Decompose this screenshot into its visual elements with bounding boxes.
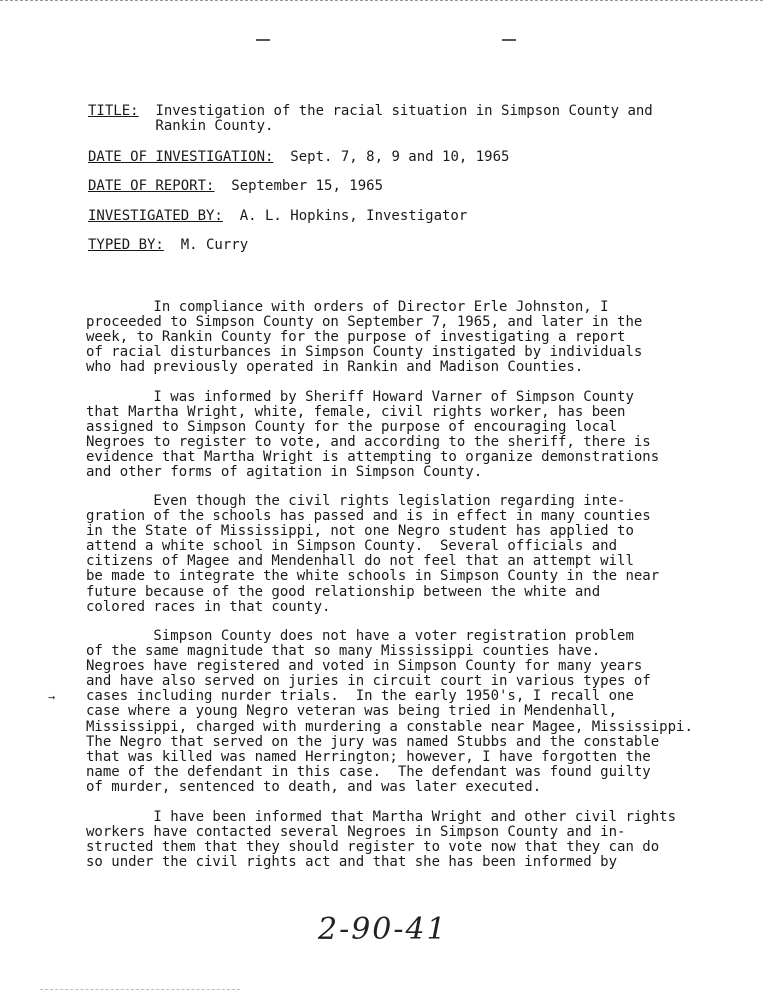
paragraph-5: I have been informed that Martha Wright and other civil rights workers have contacted several Negroes in Simpson County and in- structed them that they should register to vote now that they can do so under the civil rights act and that she has been informed by — [86, 809, 677, 871]
handwritten-file-number: 2-90-41 — [318, 912, 448, 947]
title-line — [88, 104, 728, 134]
investigated-by-value: A. L. Hopkins, Investigator — [239, 208, 468, 224]
paragraph-2: I was informed by Sheriff Howard Varner of Simpson County that Martha Wright, white, female, civil rights worker, has been assigned to Simpson County for the purpose of encouraging local Negroes to register to vote, and according to the sheriff, there is evidence that Martha Wright is attempting to organize demonstrations and other forms of agitation in Simpson County. — [86, 389, 660, 481]
date-of-investigation-line — [88, 150, 728, 165]
date-of-report-line — [88, 179, 728, 194]
paragraph-4: Simpson County does not have a voter registration problem of the same magnitude that so many Mississippi counties have. Negroes have registered and voted in Simpson County for many years and have also served on juries in circuit court in various types of cases including nurder trials. In the early 1950's, I recall one case where a young Negro veteran was being tried in Mendenhall, Mississippi, charged with murdering a constable near Magee, Mississippi. The Negro that served on the jury was named Stubbs and the constable that was killed was named Herrington; however, I have forgotten the name of the defendant in this case. The defendant was found guilty of murder, sentenced to death, and was later executed. — [86, 628, 693, 795]
date-of-report-value: September 15, 1965 — [231, 178, 384, 194]
title-label: TITLE: — [88, 103, 139, 119]
date-of-report-label: DATE OF REPORT: — [88, 178, 215, 194]
investigated-by-line — [88, 209, 728, 224]
typed-by-label: TYPED BY: — [88, 237, 164, 253]
title-value: Investigation of the racial situation in Simpson County and Rankin County. — [155, 103, 653, 134]
header-dash-right — [502, 39, 516, 41]
paragraph-3: Even though the civil rights legislation regarding inte- gration of the schools has passed and is in effect in many counties in the State of Mississippi, not one Negro student has applied to attend a white school in Simpson County. Several officials and citizens of Magee and Mendenhall do not feel that an attempt will be made to integrate the white schools in Simpson County in the near future because of the good relationship between the white and colored races in that county. — [86, 493, 660, 615]
typed-by-value: M. Curry — [180, 237, 249, 253]
top-edge-mark — [0, 0, 763, 4]
typed-by-line — [88, 238, 728, 253]
investigated-by-label: INVESTIGATED BY: — [88, 208, 223, 224]
date-of-investigation-label: DATE OF INVESTIGATION: — [88, 149, 274, 165]
margin-arrow-mark: → — [48, 690, 56, 704]
paragraph-1: In compliance with orders of Director Erle Johnston, I proceeded to Simpson County on September 7, 1965, and later in the week, to Rankin County for the purpose of investigating a report of racial disturbances in Simpson County instigated by individuals who had previously operated in Rankin and Madison Counties. — [86, 299, 643, 376]
date-of-investigation-value: Sept. 7, 8, 9 and 10, 1965 — [290, 149, 510, 165]
header-dash-left — [256, 39, 270, 41]
